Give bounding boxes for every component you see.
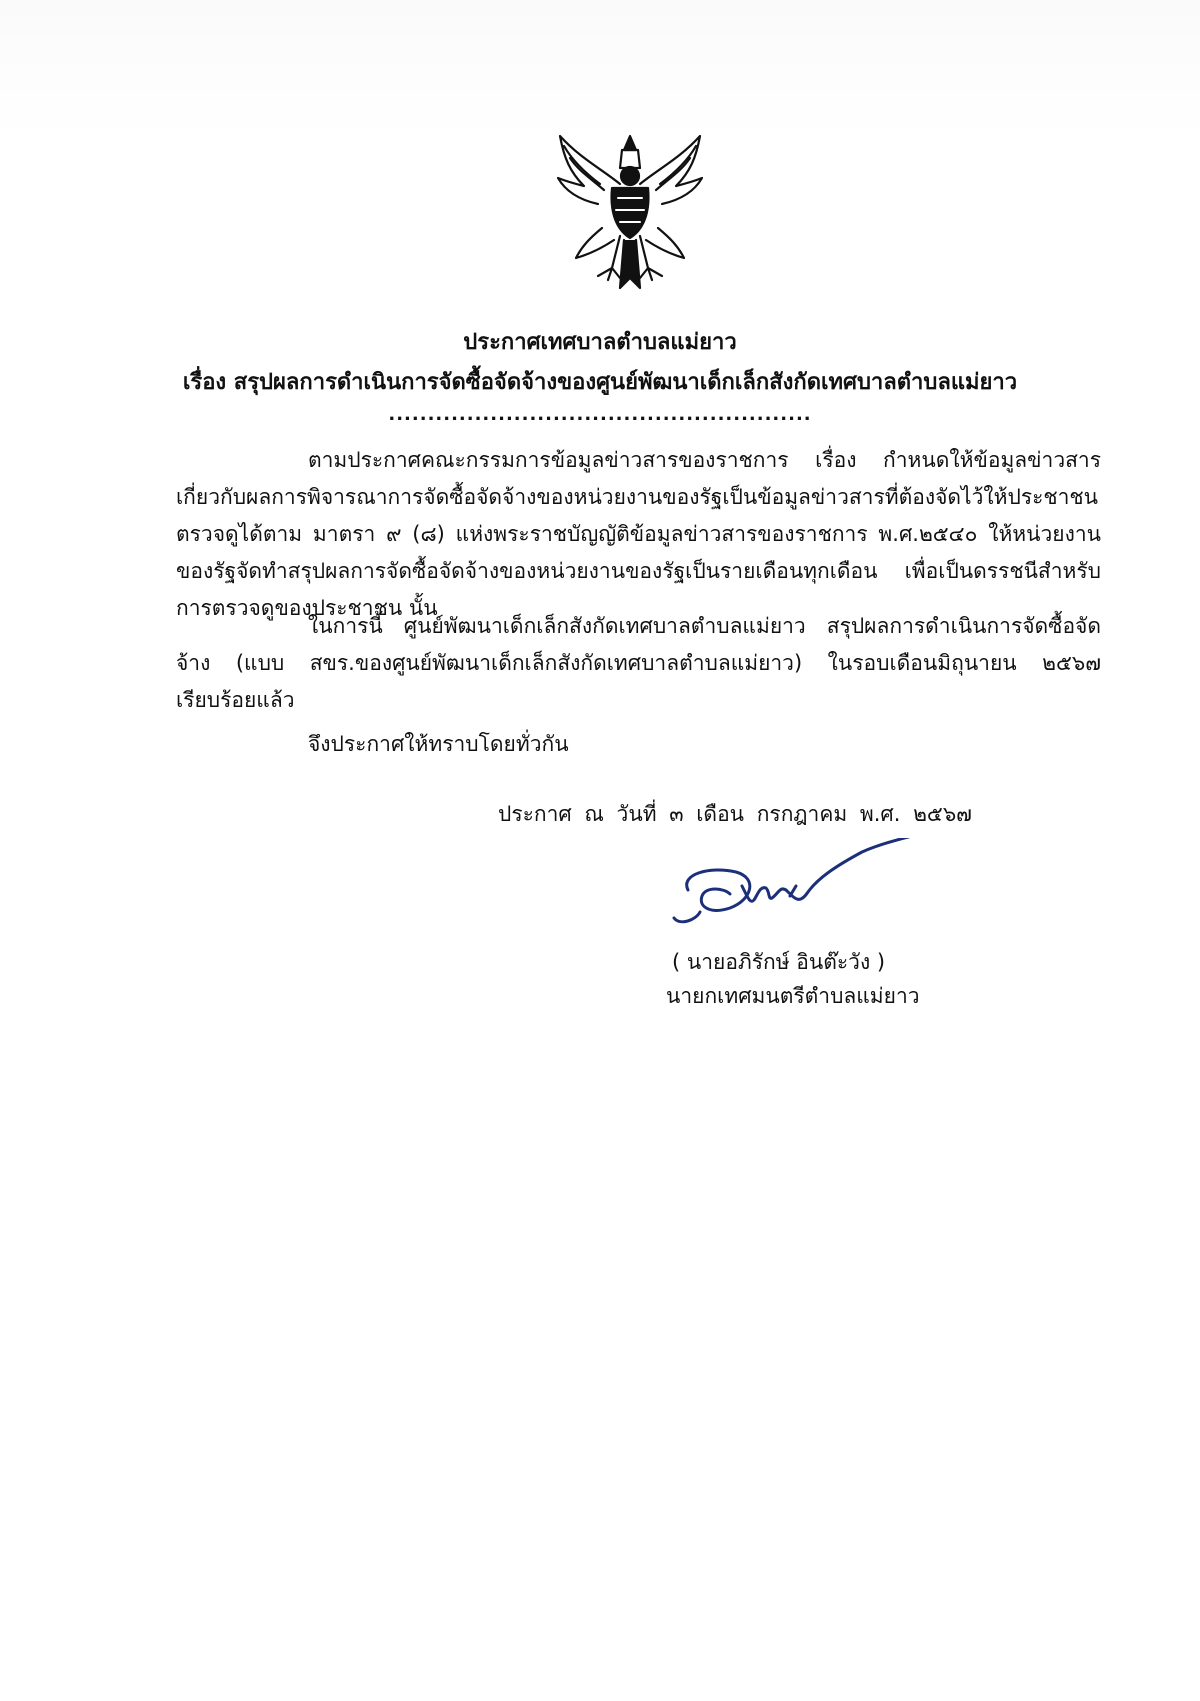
handwritten-signature [640, 838, 960, 948]
body-paragraph-1: ตามประกาศคณะกรรมการข้อมูลข่าวสารของราชการ เรื่อง กำหนดให้ข้อมูลข่าวสารเกี่ยวกับผลการพิจารณาการจัดซื้อจัดจ้างของหน่วยงานของรัฐเป็นข้อมูลข่าวสารที่ต้องจัดไว้ให้ประชาชนตรวจดูได้ตาม มาตรา ๙ (๘) แห่งพระราชบัญญัติข้อมูลข่าวสารของราชการ พ.ศ.๒๕๔๐ ให้หน่วยงานของรัฐจัดทำสรุปผลการจัดซื้อจัดจ้างของหน่วยงานของรัฐเป็นรายเดือนทุกเดือน เพื่อเป็นดรรชนีสำหรับการตรวจดูของประชาชน นั้น [176, 448, 1101, 620]
announcement-subject: เรื่อง สรุปผลการดำเนินการจัดซื้อจัดจ้างของศูนย์พัฒนาเด็กเล็กสังกัดเทศบาลตำบลแม่ยาว [182, 370, 1018, 395]
announcement-title: ประกาศเทศบาลตำบลแม่ยาว [463, 330, 737, 355]
announcement-date: ประกาศ ณ วันที่ ๓ เดือน กรกฎาคม พ.ศ. ๒๕๖๗ [498, 802, 972, 826]
closing-statement: จึงประกาศให้ทราบโดยทั่วกัน [308, 732, 569, 756]
body-paragraph-2: ในการนี้ ศูนย์พัฒนาเด็กเล็กสังกัดเทศบาลตำบลแม่ยาว สรุปผลการดำเนินการจัดซื้อจัดจ้าง (แบบ สขร.ของศูนย์พัฒนาเด็กเล็กสังกัดเทศบาลตำบลแม่ยาว) ในรอบเดือนมิถุนายน ๒๕๖๗ เรียบร้อยแล้ว [176, 614, 1101, 712]
garuda-emblem-icon [540, 128, 720, 298]
signatory-title: นายกเทศมนตรีตำบลแม่ยาว [666, 984, 920, 1008]
title-separator: ...................................................... [388, 404, 812, 425]
signatory-name: ( นายอภิรักษ์ อินต๊ะวัง ) [672, 950, 886, 974]
